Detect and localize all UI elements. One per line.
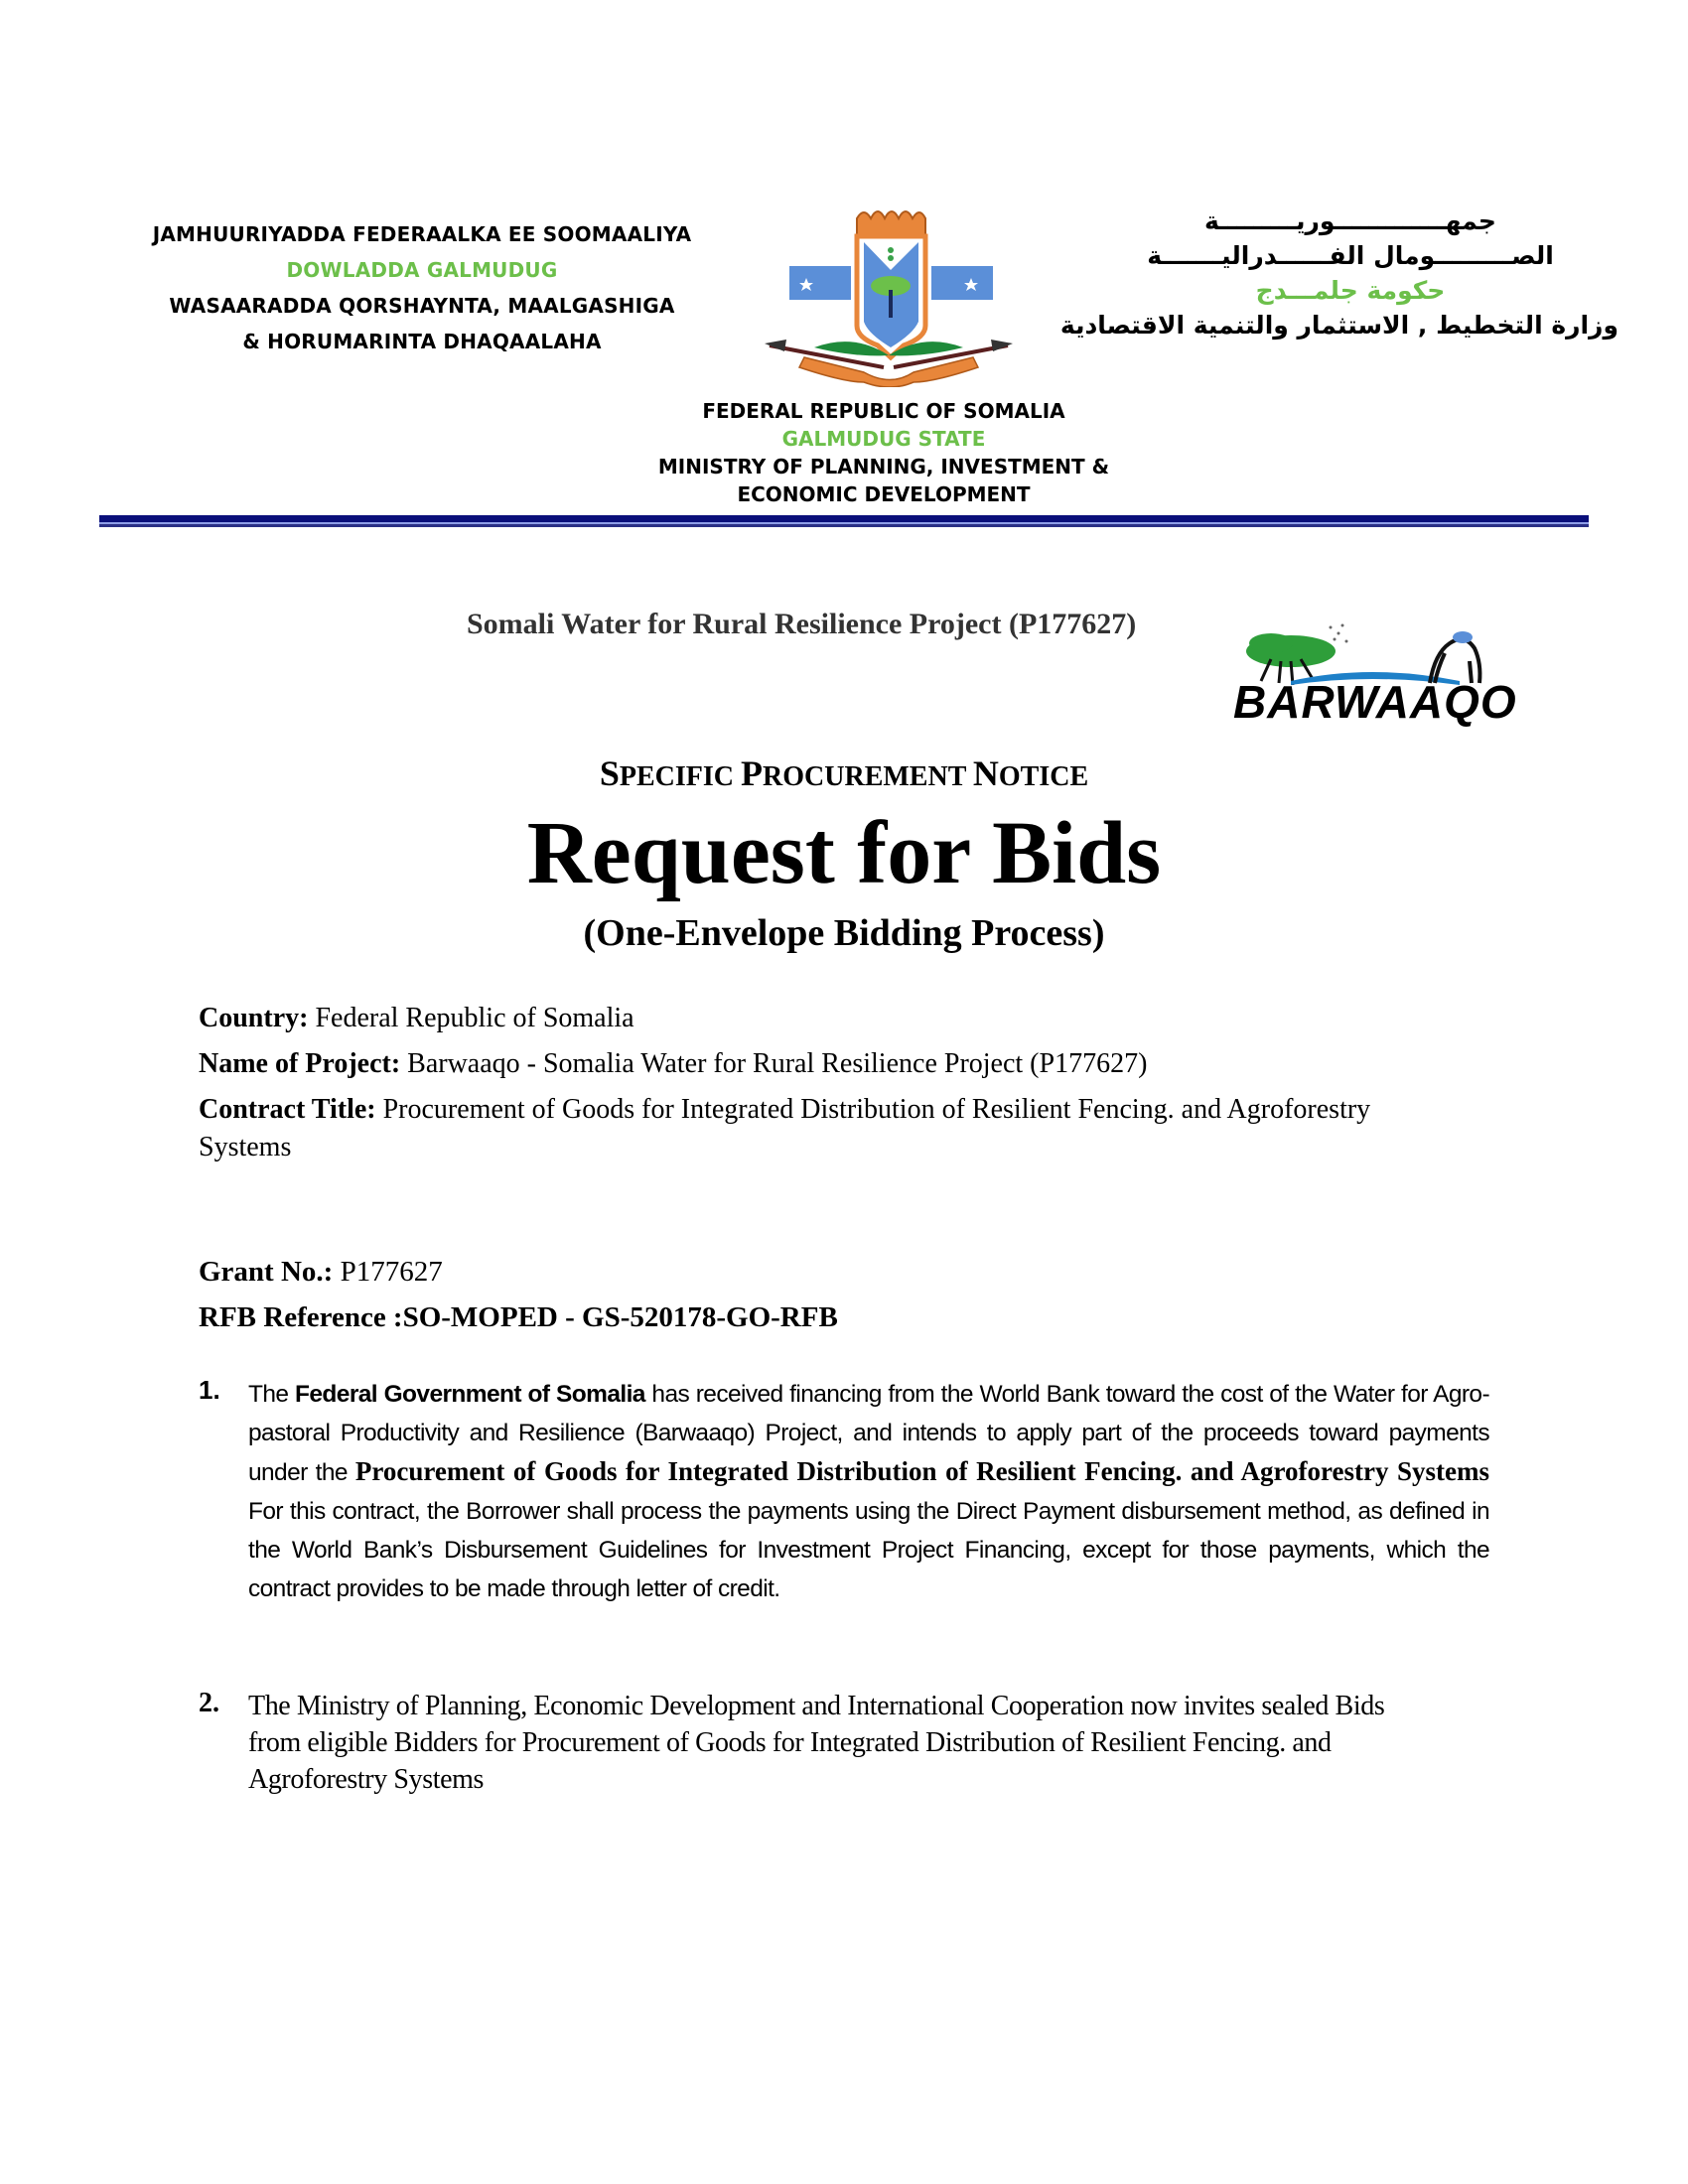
letterhead-arabic-line1: جمهـــــــــــــوريـــــــــة — [1204, 206, 1496, 235]
barwaaqo-logo — [1231, 614, 1517, 728]
letterhead-english-line1: FEDERAL REPUBLIC OF SOMALIA — [702, 399, 1065, 423]
paragraph-1 — [199, 1375, 1489, 1608]
letterhead-arabic-line4: وزارة التخطيط , الاستثمار والتنمية الاقتصادية — [1059, 311, 1618, 340]
letterhead-english-line4: ECONOMIC DEVELOPMENT — [737, 482, 1031, 506]
galmudug-coat-of-arms-icon — [755, 199, 1023, 387]
project-line: Somali Water for Rural Resilience Project (P177627) — [467, 608, 1137, 640]
letterhead-arabic-line2: الصـــــــــومال الفــــــدراليـــــــة — [1147, 241, 1554, 270]
letterhead-english-line2: GALMUDUG STATE — [781, 427, 986, 451]
letterhead-somali-line2: DOWLADDA GALMUDUG — [286, 258, 558, 282]
rfb-reference: RFB Reference :SO-MOPED - GS-520178-GO-RFB — [199, 1301, 838, 1333]
letterhead-divider — [99, 515, 1589, 529]
paragraph-2 — [199, 1688, 1489, 1798]
paragraph-text: The Federal Government of Somalia has received financing from the World Bank toward the cost of the Water for Agro-pastoral Productivity and Resilience (Barwaaqo) Project, and intends to apply part of the proceeds toward payments under the Procurement of Goods for Integrated Distribution of Resilient Fencing. and Agroforestry Systems For this contract, the Borrower shall process the payments using the Direct Payment disbursement method, as defined in the World Bank’s Disbursement Guidelines for Investment Project Financing, except for those payments, which the contract provides to be made through letter of credit. — [248, 1381, 1489, 1602]
letterhead-somali-line4: & HORUMARINTA DHAQAALAHA — [242, 330, 602, 353]
country-field: Country: Federal Republic of Somalia — [199, 1003, 634, 1033]
page-subtitle: (One-Envelope Bidding Process) — [583, 912, 1105, 954]
letterhead-somali — [94, 216, 750, 359]
notice-fields — [199, 996, 1489, 1166]
page-title: Request for Bids — [526, 804, 1162, 902]
grant-number-field: Grant No.: P177627 — [199, 1256, 443, 1288]
letterhead-arabic — [1059, 204, 1618, 342]
paragraph-number: 2. — [199, 1688, 219, 1718]
letterhead-arabic-line3: حكومة جلمـــدج — [1255, 276, 1446, 305]
grant-block — [199, 1249, 838, 1340]
paragraph-text: The Ministry of Planning, Economic Development and International Cooperation now invites sealed Bids from eligible Bidders for Procurement of Goods for Integrated Distribution of Resilient Fencing. and Agroforestry Systems — [248, 1691, 1385, 1795]
barwaaqo-logo-text: BARWAAQO — [1233, 676, 1517, 728]
contract-title-field: Contract Title: Procurement of Goods for Integrated Distribution of Resilient Fencing. and Agroforestry Systems — [199, 1094, 1371, 1162]
letterhead-english-line3: MINISTRY OF PLANNING, INVESTMENT & — [657, 455, 1110, 478]
letterhead-somali-line3: WASAARADDA QORSHAYNTA, MAALGASHIGA — [169, 294, 675, 318]
paragraph-number: 1. — [199, 1375, 220, 1405]
notice-type: SPECIFIC PROCUREMENT NOTICE — [599, 753, 1089, 793]
letterhead-english — [556, 397, 1211, 508]
letterhead-somali-line1: JAMHUURIYADDA FEDERAALKA EE SOOMAALIYA — [152, 222, 692, 246]
project-name-field: Name of Project: Barwaaqo - Somalia Water for Rural Resilience Project (P177627) — [199, 1048, 1148, 1079]
